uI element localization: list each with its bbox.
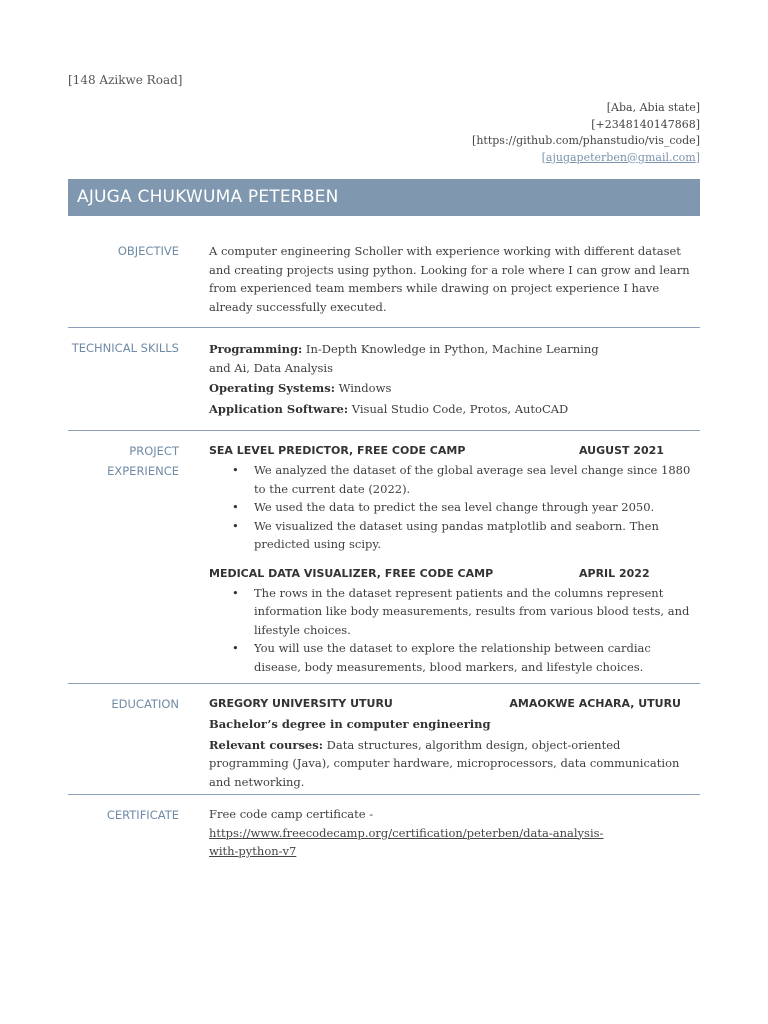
github-url: [https://github.com/phanstudio/vis_code] xyxy=(472,134,700,147)
certificate-label: CERTIFICATE xyxy=(106,808,179,822)
school-location: AMAOKWE ACHARA, UTURU xyxy=(509,697,681,710)
name-header: AJUGA CHUKWUMA PETERBEN xyxy=(68,179,700,216)
bullet-item: • We visualized the dataset using pandas matplotlib and seaborn. Then predicted using scipy. xyxy=(254,517,699,554)
project-header xyxy=(209,564,699,584)
projects-label-line2: EXPERIENCE xyxy=(107,464,179,478)
bullet-item: • We analyzed the dataset of the global average sea level change since 1880 to the current date (2022). xyxy=(254,461,699,498)
section-divider xyxy=(68,327,700,328)
skill-text: Windows xyxy=(334,381,392,395)
projects-list xyxy=(209,441,699,676)
skill-title: Programming: xyxy=(209,342,303,356)
project-title: SEA LEVEL PREDICTOR, FREE CODE CAMP xyxy=(209,444,466,457)
bullet-item: • The rows in the dataset represent patients and the columns represent information like body measurements, results from various blood tests, and lifestyle choices. xyxy=(254,584,699,640)
street-address: [148 Azikwe Road] xyxy=(68,73,183,87)
project-bullets xyxy=(209,461,699,554)
skills-list xyxy=(209,340,609,420)
bullet-item: • We used the data to predict the sea level change through year 2050. xyxy=(254,498,699,517)
degree-title: Bachelor’s degree in computer engineering xyxy=(209,717,491,731)
project-date: APRIL 2022 xyxy=(579,566,650,580)
project-bullets xyxy=(209,584,699,677)
contact-block xyxy=(472,100,700,166)
education-content xyxy=(209,694,699,793)
project-header xyxy=(209,441,699,461)
education-label: EDUCATION xyxy=(111,697,179,711)
certificate-content xyxy=(209,805,609,861)
project-title: MEDICAL DATA VISUALIZER, FREE CODE CAMP xyxy=(209,566,494,580)
skill-text: Visual Studio Code, Protos, AutoCAD xyxy=(348,401,569,416)
courses-text: Data structures, algorithm design, object-oriented programming (Java), computer hardware, microprocessors, data communication and networking. xyxy=(209,737,680,789)
certificate-text: Free code camp certificate - xyxy=(209,807,374,821)
skill-programming xyxy=(209,340,609,377)
certificate-link[interactable]: https://www.freecodecamp.org/certification/peterben/data-analysis-with-python-v7 xyxy=(209,825,604,858)
projects-label-line1: PROJECT xyxy=(129,444,179,458)
school-name: GREGORY UNIVERSITY UTURU xyxy=(209,697,393,710)
skills-label: TECHNICAL SKILLS xyxy=(71,341,179,355)
skill-text: In-Depth Knowledge in Python, Machine Learning and Ai, Data Analysis xyxy=(209,342,599,375)
projects-label xyxy=(68,441,179,481)
section-divider xyxy=(68,430,700,431)
bullet-item: • You will use the dataset to explore the relationship between cardiac disease, body measurements, blood markers, and lifestyle choices. xyxy=(254,639,699,676)
city-state: [Aba, Abia state] xyxy=(606,101,700,114)
skill-os xyxy=(209,379,609,398)
courses-title: Relevant courses: xyxy=(209,737,323,752)
skill-software xyxy=(209,400,609,419)
project-item xyxy=(209,441,699,554)
objective-text: A computer engineering Scholler with experience working with different dataset and creating projects using python. Looking for a role where I can grow and learn from experienced team members while drawing on project experience I have already successfully executed. xyxy=(209,244,690,314)
skill-title: Operating Systems: xyxy=(209,381,335,395)
section-divider xyxy=(68,794,700,795)
phone-number: [+2348140147868] xyxy=(591,117,700,131)
project-date: AUGUST 2021 xyxy=(579,444,664,457)
skill-title: Application Software: xyxy=(209,401,349,416)
objective-label: OBJECTIVE xyxy=(117,244,179,258)
project-item xyxy=(209,564,699,677)
education-header xyxy=(209,694,699,714)
degree xyxy=(209,715,699,734)
courses xyxy=(209,736,699,792)
email-link[interactable]: [ajugapeterben@gmail.com] xyxy=(541,150,700,164)
section-divider xyxy=(68,683,700,684)
